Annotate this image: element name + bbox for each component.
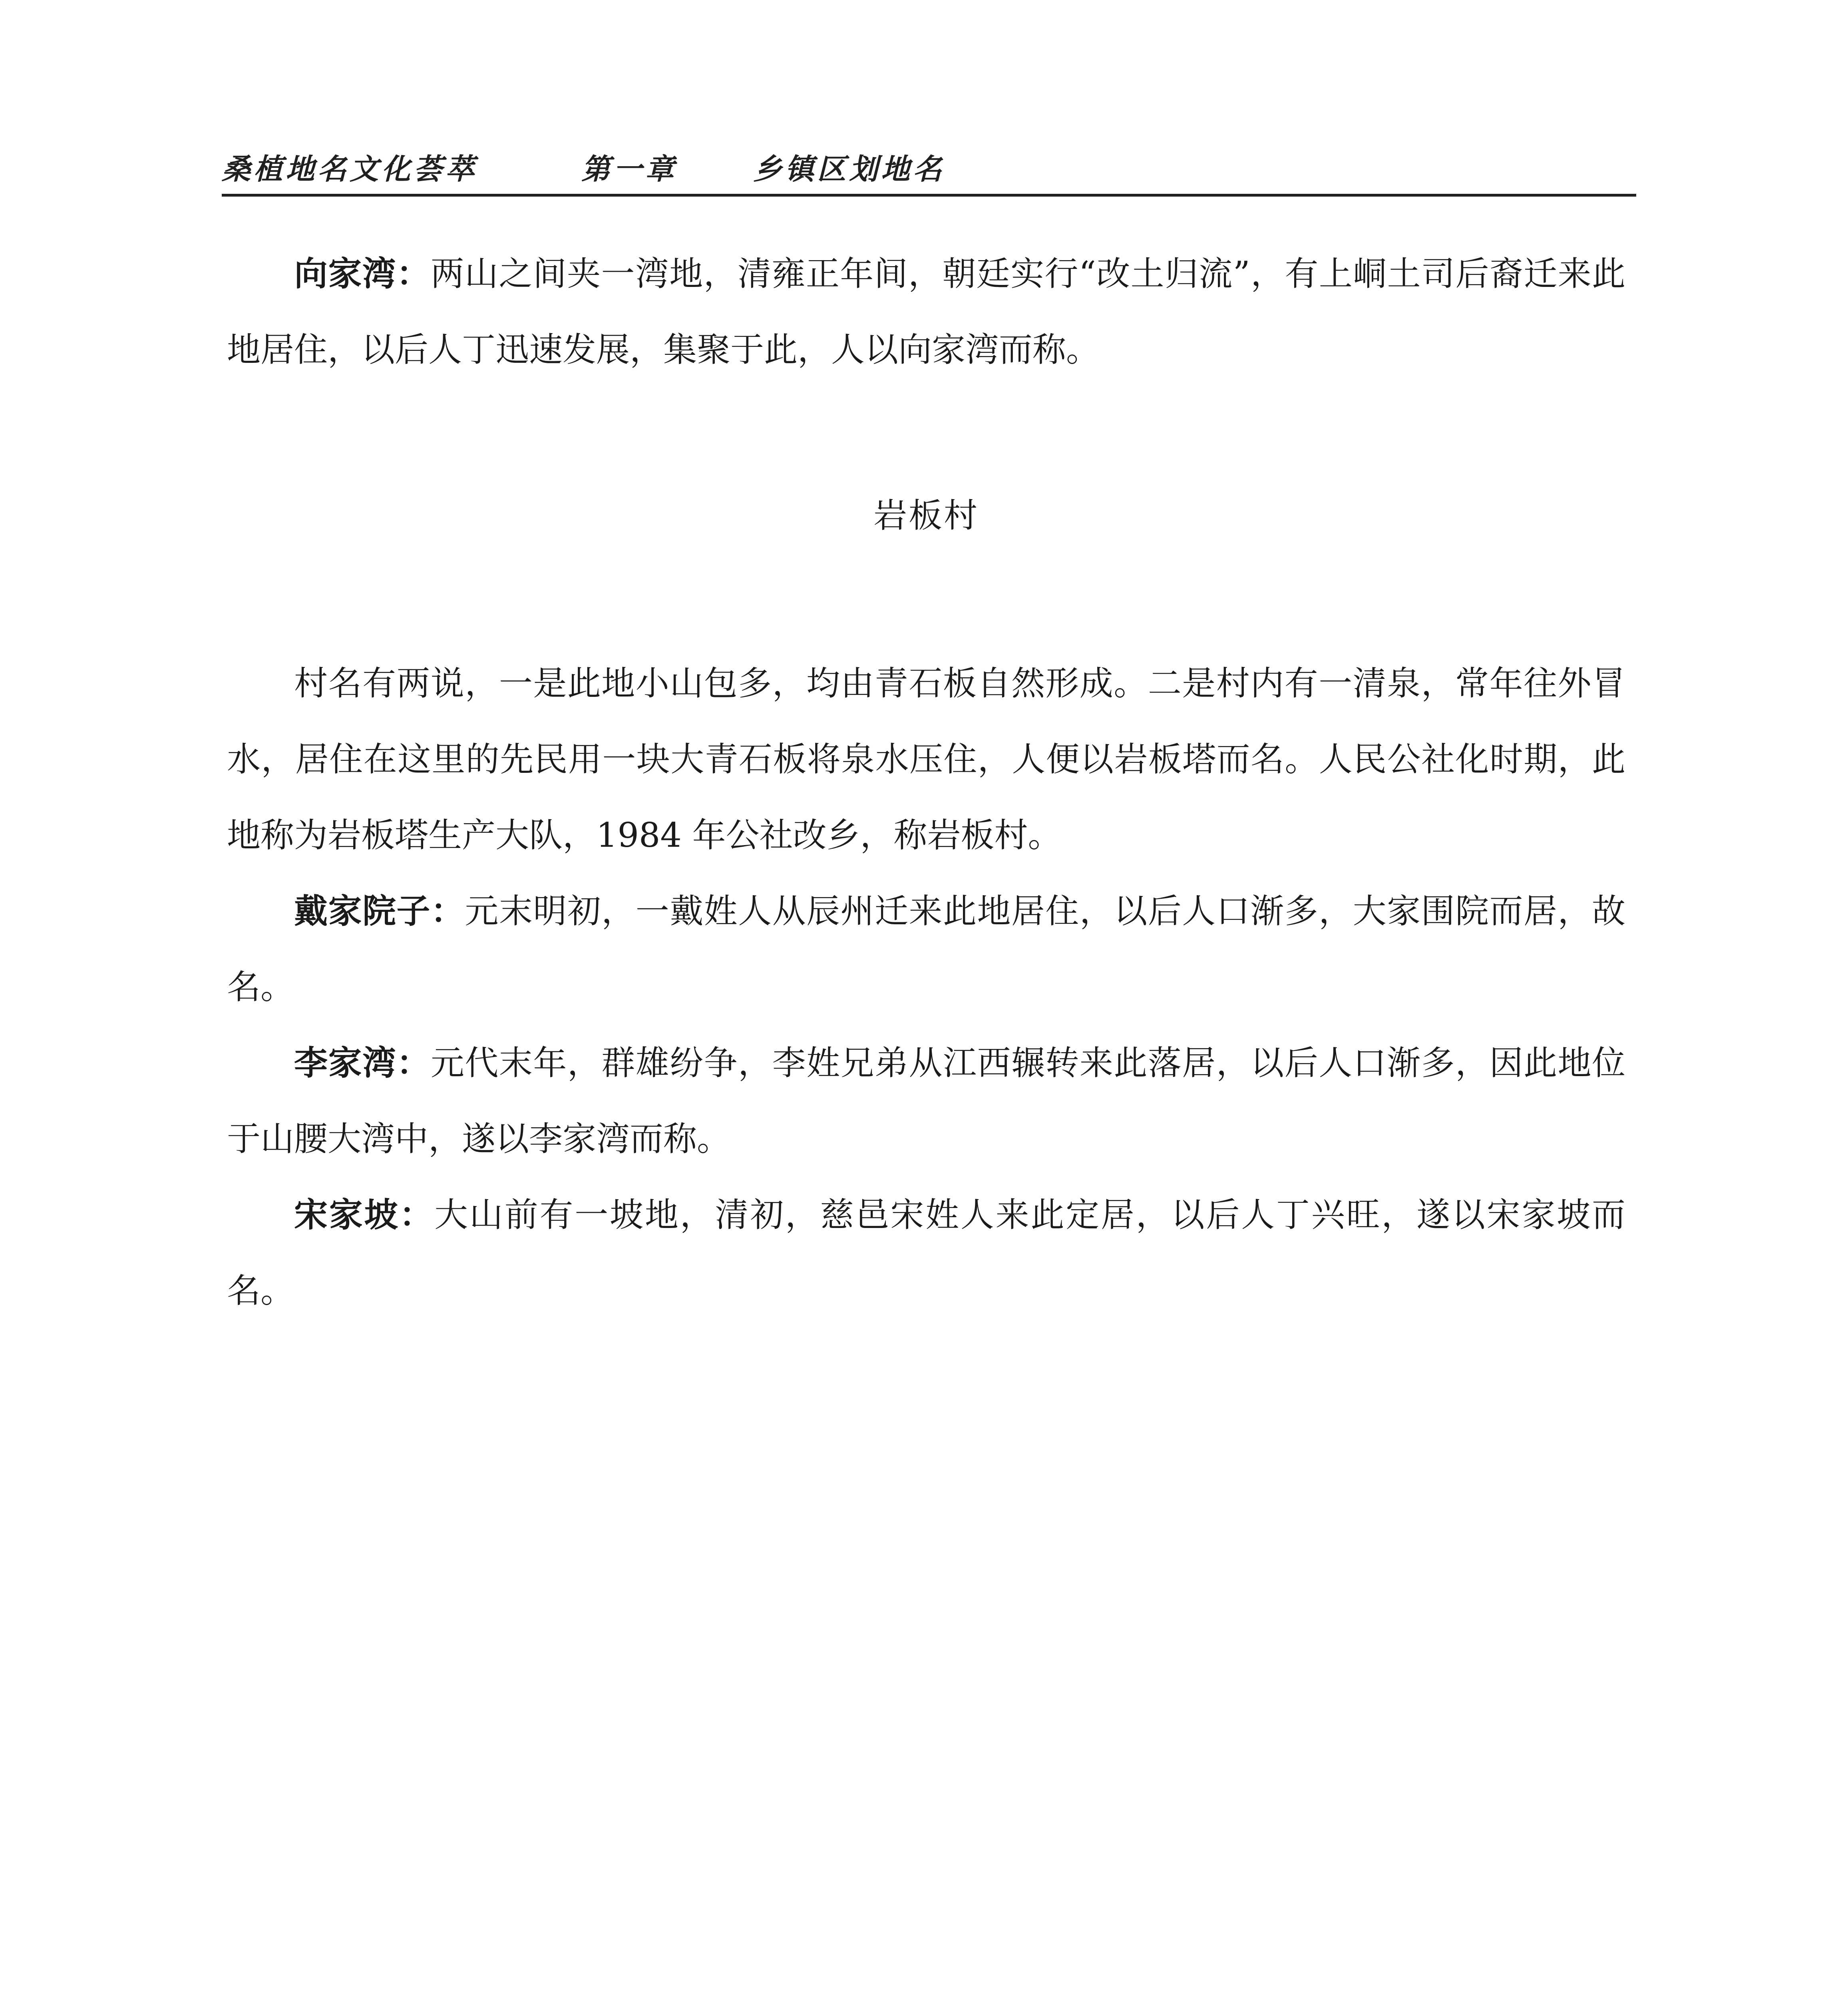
entry-text: 大山前有一坡地，清初，慈邑宋姓人来此定居，以后人丁兴旺，遂以宋家坡而名。 <box>227 1195 1625 1310</box>
entry-text: 元代末年，群雄纷争，李姓兄弟从江西辗转来此落居，以后人口渐多，因此地位于山腰大湾中，遂以李家湾而称。 <box>227 1043 1625 1158</box>
entry-text: 两山之间夹一湾地，清雍正年间，朝廷实行“改土归流”，有上峒土司后裔迁来此地居住，以后人丁迅速发展，集聚于此，人以向家湾而称。 <box>227 254 1625 369</box>
entry-term: 向家湾： <box>294 254 431 293</box>
village-intro: 村名有两说，一是此地小山包多，均由青石板自然形成。二是村内有一清泉，常年往外冒水，居住在这里的先民用一块大青石板将泉水压住，人便以岩板塔而名。人民公社化时期，此地称为岩板塔生产大队，1984 年公社改乡，称岩板村。 <box>227 664 1625 855</box>
entry-paragraph <box>227 1177 1625 1329</box>
entry-text: 元末明初，一戴姓人从辰州迁来此地居住，以后人口渐多，大家围院而居，故名。 <box>227 892 1625 1007</box>
header-rule <box>222 194 1636 197</box>
running-header <box>222 138 1636 194</box>
header-section: 乡镇区划地名 <box>753 152 945 186</box>
entry-paragraph <box>227 236 1625 388</box>
entry-term: 戴家院子： <box>294 892 465 931</box>
entry-paragraph <box>227 1025 1625 1177</box>
page-body <box>227 236 1625 1329</box>
entry-term: 宋家坡： <box>294 1195 435 1234</box>
entry-paragraph <box>227 873 1625 1025</box>
header-book-title: 桑植地名文化荟萃 <box>222 152 478 186</box>
entry-term: 李家湾： <box>294 1043 431 1083</box>
section-title: 岩板村 <box>873 496 979 535</box>
header-chapter: 第一章 <box>581 152 678 186</box>
